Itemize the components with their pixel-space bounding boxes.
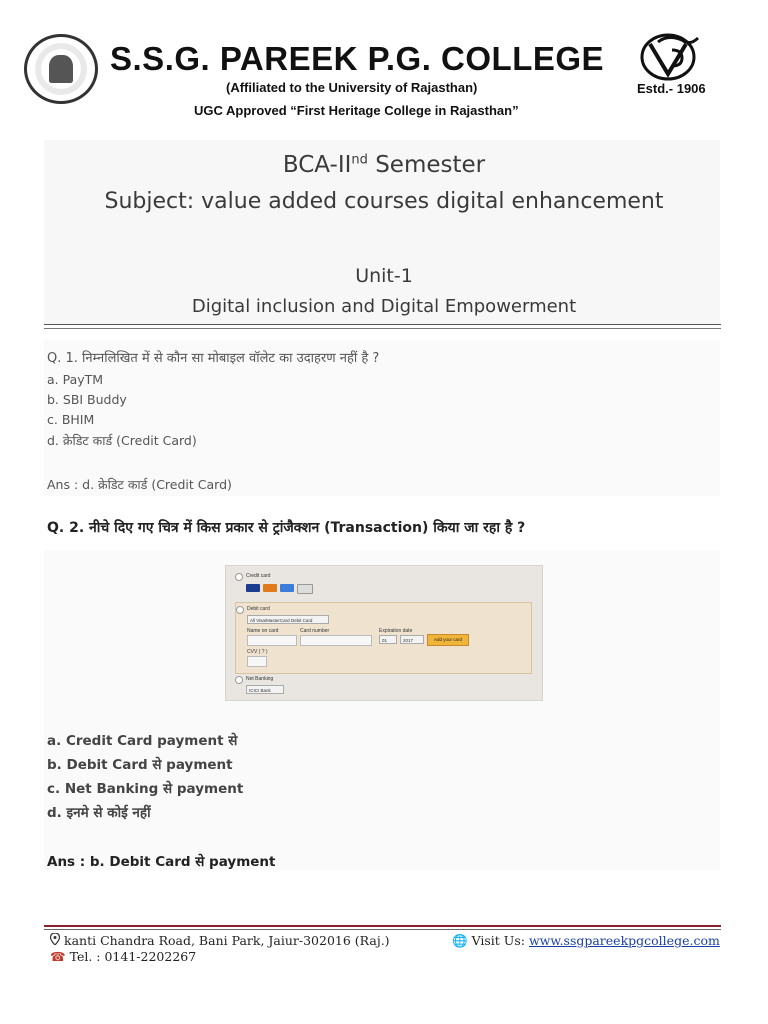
debit-card-panel bbox=[235, 602, 532, 674]
q2-option-a: a. Credit Card payment से bbox=[47, 733, 238, 749]
payment-screenshot bbox=[225, 565, 543, 701]
unit-title: Digital inclusion and Digital Empowerment bbox=[191, 296, 577, 317]
college-emblem-right bbox=[638, 30, 704, 84]
mastercard-icon bbox=[263, 584, 277, 592]
q2-option-d: d. इनमे से कोई नहीं bbox=[47, 805, 151, 821]
ugc-text: UGC Approved “First Heritage College in Rajasthan” bbox=[194, 103, 519, 118]
divider bbox=[44, 328, 721, 329]
q1-answer: Ans : d. क्रेडिट कार्ड (Credit Card) bbox=[47, 477, 232, 492]
name-on-card-label: Name on card bbox=[247, 628, 279, 634]
divider bbox=[44, 324, 721, 325]
radio-credit bbox=[235, 573, 243, 581]
footer-tel bbox=[50, 949, 196, 964]
q2-answer: Ans : b. Debit Card से payment bbox=[47, 854, 276, 870]
unit-heading: Unit-1 bbox=[355, 265, 413, 287]
card-type-select: All Visa/MasterCard Debit Card bbox=[247, 615, 329, 624]
semester-heading: BCA-IInd Semester bbox=[282, 152, 486, 178]
visa-icon bbox=[246, 584, 260, 592]
net-banking-label: Net Banking bbox=[246, 676, 274, 682]
expiration-date-label: Expiration date bbox=[379, 628, 413, 634]
website-link[interactable]: www.ssgpareekpgcollege.com bbox=[528, 933, 720, 948]
bank-select: ICICI Bank bbox=[246, 685, 284, 694]
phone-icon: ☎ bbox=[50, 949, 66, 964]
tel-text: Tel. : 0141-2202267 bbox=[69, 949, 197, 964]
discover-icon bbox=[297, 584, 313, 594]
cvv-input bbox=[247, 656, 267, 667]
add-card-button: Add your card bbox=[427, 634, 469, 646]
card-number-label: Card number bbox=[300, 628, 330, 634]
college-logo-left bbox=[24, 34, 98, 104]
q2-option-c: c. Net Banking से payment bbox=[47, 781, 244, 797]
name-on-card-input bbox=[247, 635, 297, 646]
q2-option-b: b. Debit Card से payment bbox=[47, 757, 233, 773]
footer-visit bbox=[452, 933, 720, 949]
subject-heading: Subject: value added courses digital enhancement bbox=[104, 189, 664, 214]
debit-card-label: Debit card bbox=[247, 606, 270, 612]
q1-option-d: d. क्रेडिट कार्ड (Credit Card) bbox=[47, 433, 197, 448]
established-text: Estd.- 1906 bbox=[637, 81, 706, 96]
credit-card-label: Credit card bbox=[246, 573, 271, 579]
year-select: 2017 bbox=[400, 635, 424, 644]
address-text: kanti Chandra Road, Bani Park, Jaiur-302016 (Raj.) bbox=[64, 933, 390, 948]
question-1: Q. 1. निम्नलिखित में से कौन सा मोबाइल वॉलेट का उदाहरण नहीं है ? bbox=[47, 351, 380, 366]
q1-option-c: c. BHIM bbox=[47, 412, 95, 427]
radio-netbanking bbox=[235, 676, 243, 684]
radio-debit bbox=[236, 606, 244, 614]
q1-option-b: b. SBI Buddy bbox=[47, 392, 127, 407]
affiliation-text: (Affiliated to the University of Rajasthan) bbox=[226, 80, 478, 95]
q1-option-a: a. PayTM bbox=[47, 372, 104, 387]
globe-icon: 🌐 bbox=[452, 933, 468, 948]
cvv-label: CVV ( ? ) bbox=[247, 649, 268, 655]
footer-rule bbox=[44, 925, 721, 927]
footer-rule bbox=[44, 929, 721, 930]
amex-icon bbox=[280, 584, 294, 592]
location-pin-icon bbox=[50, 933, 60, 945]
footer-address bbox=[50, 933, 390, 948]
visit-label: Visit Us: bbox=[471, 933, 529, 948]
college-name: S.S.G. PAREEK P.G. COLLEGE bbox=[110, 40, 605, 77]
month-select: 01 bbox=[379, 635, 397, 644]
card-number-input bbox=[300, 635, 372, 646]
question-2: Q. 2. नीचे दिए गए चित्र में किस प्रकार से ट्रांजैक्शन (Transaction) किया जा रहा है ? bbox=[47, 520, 526, 536]
